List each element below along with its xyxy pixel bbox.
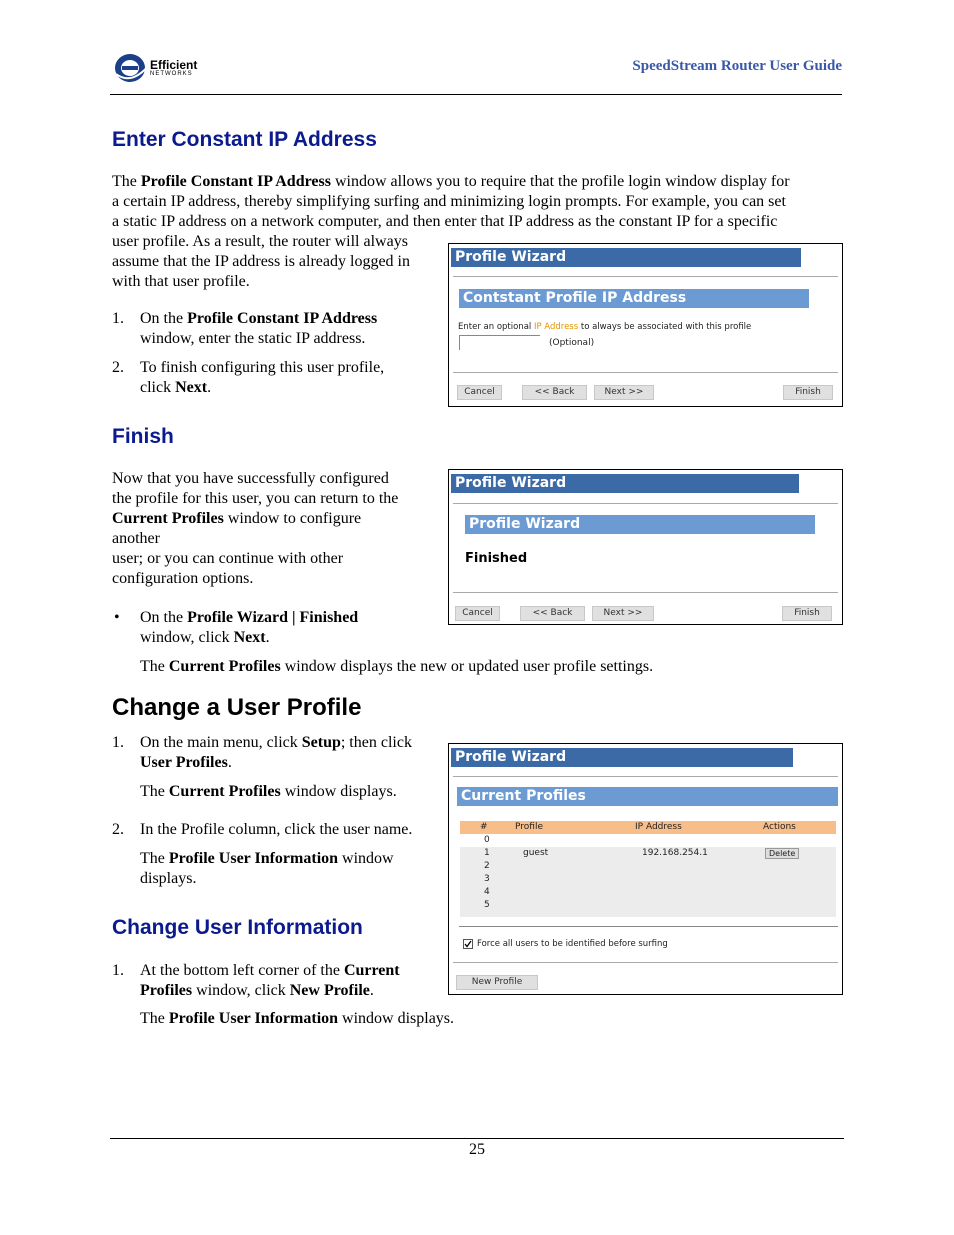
table-row xyxy=(460,873,836,886)
screenshot-constant-ip xyxy=(448,243,843,407)
section2-paragraph: Now that you have successfully configured the profile for this user, you can return to the Current Profiles window to configure another user; or you can continue with other configuration options. xyxy=(112,470,399,587)
profile-wizard-title-bar: Profile Wizard xyxy=(451,748,793,767)
separator xyxy=(453,503,838,504)
new-profile-button[interactable]: New Profile xyxy=(456,975,538,990)
row-number: 1 xyxy=(484,848,490,858)
separator xyxy=(459,926,838,927)
section-heading-change-user-information: Change User Information xyxy=(112,916,363,939)
separator xyxy=(453,962,838,963)
section3-step1-after: The Current Profiles window displays. xyxy=(140,783,397,800)
row-ip-address: 192.168.254.1 xyxy=(642,848,708,858)
separator xyxy=(453,276,838,277)
section2-after: The Current Profiles window displays the new or updated user profile settings. xyxy=(140,658,654,675)
row-number: 3 xyxy=(484,874,490,884)
ip-address-input[interactable] xyxy=(459,335,540,350)
ip-instruction: Enter an optional IP Address to always be associated with this profile xyxy=(458,322,752,332)
optional-label: (Optional) xyxy=(549,338,595,348)
cancel-button[interactable]: Cancel xyxy=(455,606,500,621)
section-heading-enter-constant-ip: Enter Constant IP Address xyxy=(112,128,377,151)
section3-step2: 2. In the Profile column, click the user name. xyxy=(112,821,413,838)
table-row xyxy=(460,834,836,847)
section3-step2-after: The Profile User Information window displays. xyxy=(140,850,394,887)
constant-ip-subtitle-bar: Contstant Profile IP Address xyxy=(459,289,809,308)
page-number: 25 xyxy=(469,1141,485,1158)
section1-step1: 1. On the Profile Constant IP Address window, enter the static IP address. xyxy=(112,310,378,347)
force-identify-label: Force all users to be identified before surfing xyxy=(477,939,668,949)
efficient-networks-logo xyxy=(114,52,209,84)
section1-paragraph: The Profile Constant IP Address window allows you to require that the profile login window display for a certain IP address, thereby simplifying surfing and minimizing login prompts. For example, you can set a static IP address on a network computer, and then enter that IP address as the constant IP for a specific user profile. As a result, the router will always assume that the IP address is already logged in with that user profile. xyxy=(112,173,790,290)
section2-bullet: • On the Profile Wizard | Finished window, click Next. xyxy=(114,609,359,646)
section-heading-change-user-profile: Change a User Profile xyxy=(112,694,362,721)
separator xyxy=(453,592,838,593)
header-rule xyxy=(110,94,842,95)
table-row xyxy=(460,847,836,860)
section4-after: The Profile User Information window displays. xyxy=(140,1010,455,1027)
screenshot-finished xyxy=(448,469,843,625)
cancel-button[interactable]: Cancel xyxy=(457,385,502,400)
table-row xyxy=(460,899,836,917)
row-number: 0 xyxy=(484,835,490,845)
separator xyxy=(453,372,838,373)
logo-text: Efficient xyxy=(150,58,198,72)
profile-wizard-title-bar: Profile Wizard xyxy=(451,248,801,267)
profile-wizard-subtitle-bar: Profile Wizard xyxy=(465,515,815,534)
next-button[interactable]: Next >> xyxy=(594,385,654,400)
profile-name-link[interactable]: guest xyxy=(523,848,549,858)
section1-step2: 2. To finish configuring this user profile, click Next. xyxy=(112,359,385,396)
screenshot-current-profiles xyxy=(448,743,843,995)
finish-button[interactable]: Finish xyxy=(782,606,832,621)
delete-button[interactable]: Delete xyxy=(765,848,799,859)
table-row xyxy=(460,886,836,899)
section3-step1: 1. On the main menu, click Setup; then click User Profiles. xyxy=(112,734,412,771)
next-button[interactable]: Next >> xyxy=(592,606,654,621)
table-header: # Profile IP Address Actions xyxy=(460,821,836,834)
section-heading-finish: Finish xyxy=(112,425,174,448)
table-row xyxy=(460,860,836,873)
logo-subtext: NETWORKS xyxy=(150,71,193,77)
back-button[interactable]: << Back xyxy=(520,606,585,621)
footer-rule xyxy=(110,1138,844,1139)
finished-label: Finished xyxy=(465,551,528,566)
checkmark-icon xyxy=(464,940,472,948)
profiles-table xyxy=(460,821,836,917)
logo-e-icon xyxy=(114,52,154,84)
row-number: 4 xyxy=(484,887,490,897)
force-identify-checkbox[interactable] xyxy=(463,939,473,949)
profile-wizard-title-bar: Profile Wizard xyxy=(451,474,799,493)
section4-step1: 1. At the bottom left corner of the Current Profiles window, click New Profile. xyxy=(112,962,400,999)
current-profiles-subtitle-bar: Current Profiles xyxy=(457,787,838,806)
row-number: 5 xyxy=(484,900,490,910)
finish-button[interactable]: Finish xyxy=(783,385,833,400)
row-number: 2 xyxy=(484,861,490,871)
guide-title: SpeedStream Router User Guide xyxy=(632,58,842,74)
back-button[interactable]: << Back xyxy=(522,385,587,400)
separator xyxy=(453,776,838,777)
